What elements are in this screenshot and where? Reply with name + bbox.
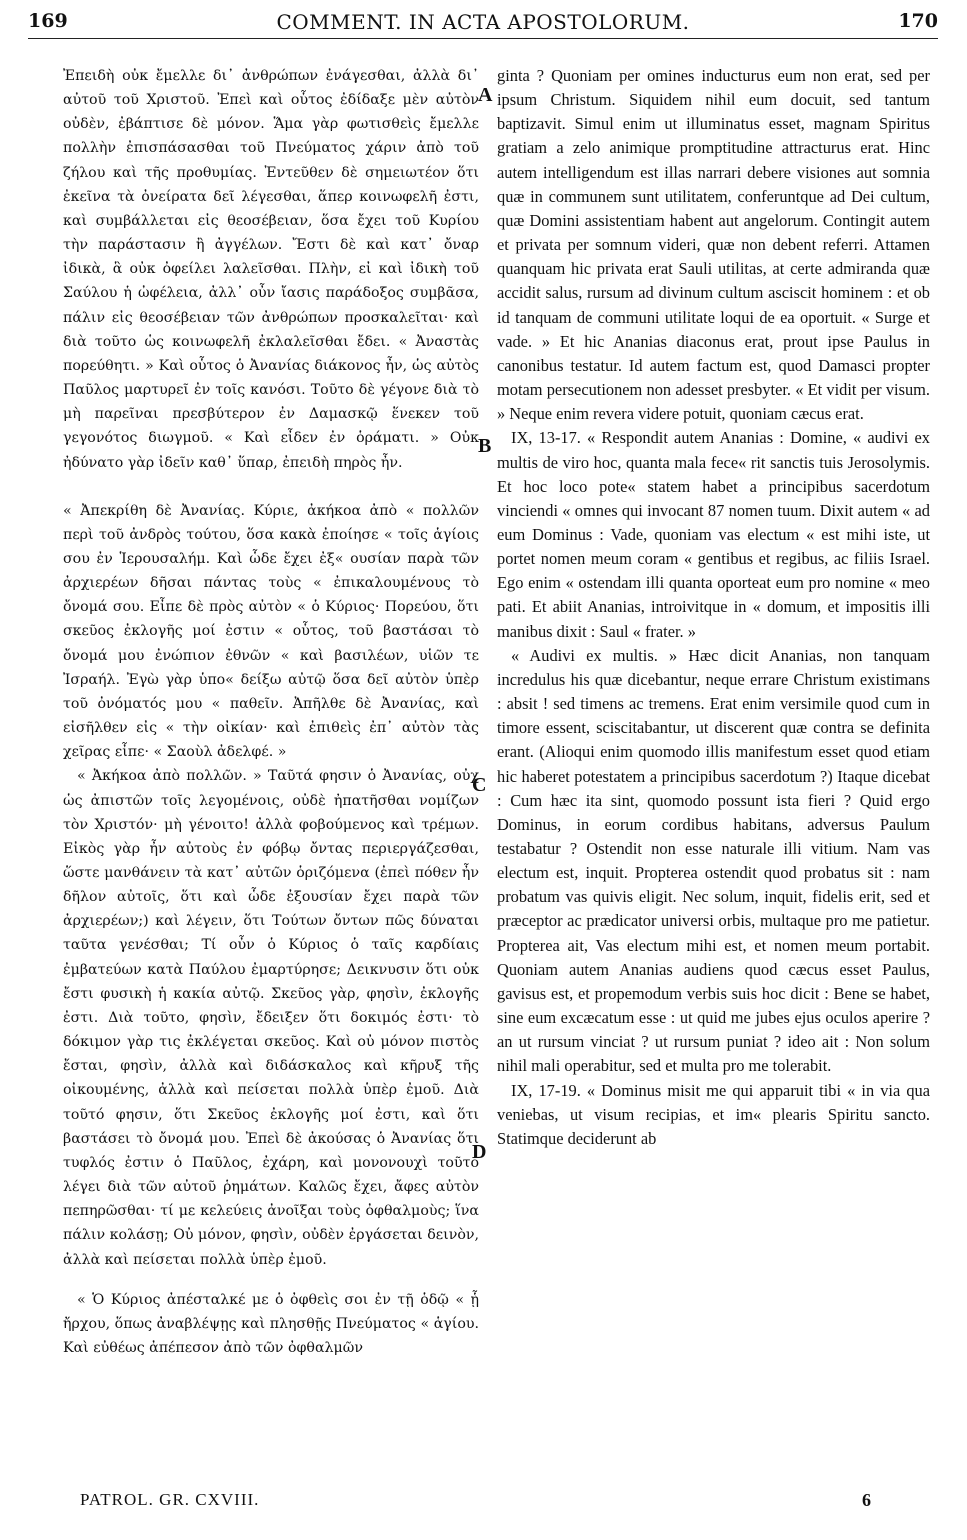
footer-signature: 6 bbox=[862, 1490, 871, 1510]
page-number-left: 169 bbox=[28, 10, 68, 32]
latin-paragraph-1: ginta ? Quoniam per omines inducturus eum non erat, sed per ipsum Christum. Siquidem nihil eum docuit, sed tantum baptizavit. Simul enim ut illuminatus esset, magnam Spiritus gratiam a zelo animique promptitudine attracturus erat. Hinc autem intelligendum est illas narrari debere visiones aut somnia quæ in communem sunt utilitatem, conferuntque ad Dei cultum, quæ Domini assistentiam habent aut angelorum. Contingit autem et privata per somnum videri, quæ non debent referri. Attamen quanquam hic privata erat Sauli utilitas, at certe admiranda quæ accidit salus, rursum ad divinum cultum asciscit hominem : et ob id tanquam de communi utilitate loqui de ea oportuit. « Surge et vade. » Et hic Ananias diaconus erat, prout ipse Paulus in canonibus testatur. Id autem factum est, quod Damasci propter motam persecutionem non adesset presbyter. « Et vidit per visum. » Neque enim revera videre potuit, quoniam cæcus erat. bbox=[497, 66, 930, 424]
margin-marker-c: C bbox=[472, 774, 487, 796]
greek-paragraph-4: « Ὁ Κύριος ἀπέσταλκέ με ὁ ὀφθεὶς σοι ἐν τῇ ὁδῷ « ᾗ ἤρχου, ὅπως ἀναβλέψῃς καὶ πλησθῇς Πνεύματος « ἁγίου. Καὶ εὐθέως ἀπέπεσον ἀπὸ τῶν ὀφθαλμῶν bbox=[63, 1291, 479, 1356]
margin-marker-d: D bbox=[472, 1141, 487, 1163]
margin-marker-b: B bbox=[478, 435, 492, 457]
page-header bbox=[28, 8, 938, 42]
greek-paragraph-2: « Ἀπεκρίθη δὲ Ἀνανίας. Κύριε, ἀκήκοα ἀπὸ « πολλῶν περὶ τοῦ ἀνδρὸς τούτου, ὅσα κακὰ ἐποίησε « τοῖς ἁγίοις σου ἐν Ἱερουσαλήμ. Καὶ ὧδε ἔχει ἐξ« ουσίαν παρὰ τῶν ἀρχιερέων δῆσαι πάντας τοὺς « ἐπικαλουμένους τὸ ὄνομά σου. Εἶπε δὲ πρὸς αὐτὸν « ὁ Κύριος· Πορεύου, ὅτι σκεῦος ἐκλογῆς μοί ἐστιν « οὗτος, τοῦ βαστάσαι τὸ ὄνομά μου ἐνώπιον ἐθνῶν « καὶ βασιλέων, υἱῶν τε Ἰσραήλ. Ἐγὼ γὰρ ὑπο« δείξω αὐτῷ ὅσα δεῖ αὐτὸν ὑπὲρ τοῦ ὀνόματός μου « παθεῖν. Ἀπῆλθε δὲ Ἀνανίας, καὶ εἰσῆλθεν εἰς « τὴν οἰκίαν· καὶ ἐπιθεὶς ἐπ᾽ αὐτὸν τὰς χεῖρας εἶπε· « Σαοὺλ ἀδελφέ. » bbox=[63, 502, 479, 761]
page-number-right: 170 bbox=[898, 10, 938, 32]
latin-paragraph-3: « Audivi ex multis. » Hæc dicit Ananias, non tanquam incredulus his quæ dicebantur, neque errare Christum existimans : absit ! sed timens ac tremens. Erat enim versimile quod cum in timore essent, sciscitabantur, ut discerent quæ contra se definita erant. (Alioqui enim quomodo illis manifestum esset quod etiam hic haberet potestatem a principibus sacerdotum ?) Itaque dicebat : Cum hæc ita sint, quomodo possunt ista fieri ? Quid ergo Dominus, in eorum cordibus habitans, adversus Paulum testabatur ? Ostendit non esse naturale illi vitium. Nam vas electum est, inquit. Propterea ostendit quod probatus sit : nam probatum vas quivis eligit. Nec solum, inquit, fidelis erit, sed et præceptor ac prædicator universi orbis, multaque pro me patietur. Propterea ait, Vas electum mihi est, et nomen meum portabit. Quoniam autem Ananias audiens quod cæcus esset Paulus, gavisus est, et propemodum verbis suis hoc dicit : Bene se habet, sine eum excæcatum esse : ut quid me jubes ejus oculos aperire ? an ut rursum vinciat ? ut rursum puniat ? ideo ait : Non solum nihil mali operabitur, sed et multa pro me tolerabit. bbox=[497, 645, 930, 1076]
latin-paragraph-2: IX, 13-17. « Respondit autem Ananias : Domine, « audivi ex multis de viro hoc, quanta mala fece« rit sanctis tuis Jerosolymis. Et hoc loco pote« statem habet a principibus sacerdotum vinciendi « omnes qui invocant 87 nomen tuum. Dixit autem « ad eum Dominus : Vade, quoniam vas electum « est mihi iste, ut portet nomen meum coram « gentibus et regibus, ac filiis Israel. Ego enim « ostendam illi quanta oporteat eum pro nomine « meo pati. Et abiit Ananias, introivitque in « domum, et impositis illi manibus dixit : Saul « frater. » bbox=[497, 428, 930, 641]
latin-paragraph-4: IX, 17-19. « Dominus misit me qui apparuit tibi « in via qua veniebas, ut visum recipias, et im« plearis Spiritu sancto. Statimque deciderunt ab bbox=[497, 1080, 930, 1148]
greek-paragraph-3: « Ἀκήκοα ἀπὸ πολλῶν. » Ταῦτά φησιν ὁ Ἀνανίας, οὐχ ὡς ἀπιστῶν τοῖς λεγομένοις, οὐδὲ ἠπατῆσθαι νομίζων τὸν Χριστόν· μὴ γένοιτο! ἀλλὰ φοβούμενος καὶ τρέμων. Εἰκὸς γὰρ ἦν αὐτοὺς ἐν φόβῳ ὄντας περιεργάζεσθαι, ὥστε μανθάνειν τὰ κατ᾽ αὐτῶν ὁριζόμενα (ἐπεὶ πόθεν ἦν δῆλον αὐτοῖς, ὅτι καὶ ὧδε ἐξουσίαν ἔχει παρὰ τῶν ἀρχιερέων;) καὶ λέγειν, ὅτι Τούτων ὄντων πῶς δύναται ταῦτα γενέσθαι; Τί οὖν ὁ Κύριος ὁ ταῖς καρδίαις ἐμβατεύων κατὰ Παύλου ἐμαρτύρησε; Δεικνυσιν ὅτι οὐκ ἔστι φυσικὴ ἡ κακία αὐτῷ. Σκεῦος γὰρ, φησὶν, ἐκλογῆς ἐστι. Διὰ τοῦτο, φησὶν, ἔδειξεν ὅτι δοκιμός ἐστι· τὸ δόκιμον γὰρ τις ἐκλέγεται σκεῦος. Καὶ οὐ μόνον πιστὸς ἔσται, φησὶν, ἀλλὰ καὶ διδάσκαλος καὶ κῆρυξ τῆς οἰκουμένης, ἀλλὰ καὶ πείσεται πολλὰ ὑπὲρ ἐμοῦ. Διὰ τοῦτό φησιν, ὅτι Σκεῦος ἐκλογῆς μοί ἐστι, καὶ ὅτι βαστάσει τὸ ὄνομά μου. Ἐπεὶ δὲ ἀκούσας ὁ Ἀνανίας ὅτι τυφλός ἐστιν ὁ Παῦλος, ἐχάρη, καὶ μονονουχὶ τοῦτο λέγει διὰ τῶν αὐτοῦ ῥημάτων. Καλῶς ἔχει, ἄφες αὐτὸν πεπηρῶσθαι· τί με κελεύεις ἀνοῖξαι τοὺς ὀφθαλμοὺς; ἵνα πάλιν κολάσῃ; Οὐ μόνον, φησὶν, οὐδὲν ἐργάσεται δεινὸν, ἀλλὰ καὶ πείσεται πολλὰ ὑπὲρ ἐμοῦ. bbox=[63, 768, 479, 1268]
greek-column bbox=[63, 64, 479, 1360]
header-rule bbox=[28, 38, 938, 39]
margin-marker-a: A bbox=[478, 84, 493, 106]
running-title: COMMENT. IN ACTA APOSTOLORUM. bbox=[276, 10, 690, 34]
latin-column bbox=[497, 64, 930, 1151]
greek-paragraph-1: Ἐπειδὴ οὐκ ἔμελλε δι᾽ ἀνθρώπων ἐνάγεσθαι, ἀλλὰ δι᾽ αὐτοῦ τοῦ Χριστοῦ. Ἐπεὶ καὶ οὗτος ἐδίδαξε μὲν αὐτὸν οὐδὲν, ἐβάπτισε δὲ μόνον. Ἅμα γὰρ φωτισθεὶς ἔμελλε πολλὴν ἐπισπάσασθαι τοῦ Πνεύματος χάριν ἀπὸ τοῦ ζήλου καὶ τῆς προθυμίας. Ἐντεῦθεν δὲ σημειωτέον ὅτι ἐκεῖνα τὰ ὀνείρατα δεῖ λέγεσθαι, ἅπερ κοινωφελῆ ἐστι, καὶ συμβάλλεται εἰς θεοσέβειαν, ὅσα ἔχει τοῦ Κυρίου τὴν παράστασιν ἢ ἀγγέλων. Ἔστι δὲ καὶ κατ᾽ ὄναρ ἰδικὰ, ἃ οὐκ ὀφείλει λαλεῖσθαι. Πλὴν, εἰ καὶ ἰδικὴ τοῦ Σαύλου ἡ ὠφέλεια, ἀλλ᾽ οὖν ἴασις παράδοξος συμβᾶσα, πάλιν εἰς θεοσέβειαν τῶν ἀνθρώπων προσκαλεῖται· καὶ διὰ τοῦτο ὡς κοινωφελῆ ἐκλαλεῖσθαι ἔδει. « Ἀναστὰς πορεύθητι. » Καὶ οὗτος ὁ Ἀνανίας διάκονος ἦν, ὡς αὐτὸς Παῦλος μαρτυρεῖ ἐν τοῖς κανόσι. Τοῦτο δὲ γέγονε διὰ τὸ μὴ παρεῖναι πρεσβύτερον ἐν Δαμασκῷ ἕνεκεν τοῦ γεγονότος διωγμοῦ. « Καὶ εἶδεν ἐν ὁράματι. » Οὐκ ἠδύνατο γὰρ ἰδεῖν καθ᾽ ὕπαρ, ἐπειδὴ πηρὸς ἦν. bbox=[63, 68, 479, 471]
footer-series: PATROL. GR. CXVIII. bbox=[80, 1490, 260, 1509]
